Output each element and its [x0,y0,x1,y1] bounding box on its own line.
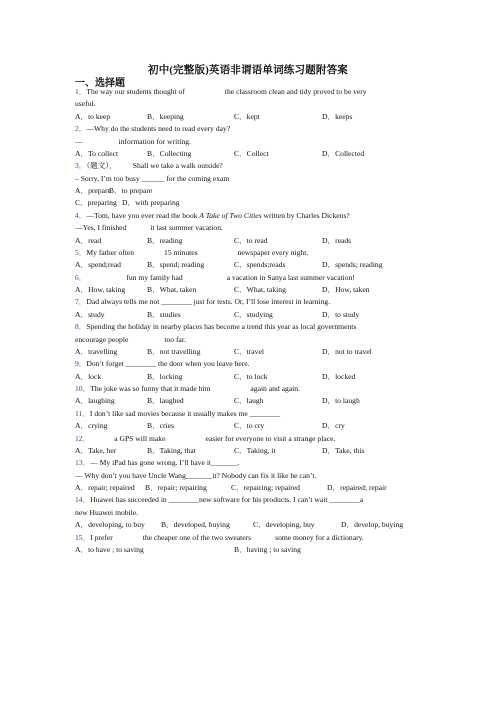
book-title: A Take of Two Cities [199,210,262,220]
question-15-stem: 15．I prefer the cheaper one of the two sweaters some money for a dictionary. [75,532,364,542]
question-7-options [75,309,425,321]
question-13-stem: 13．— My iPad has gone wrong. I’ll have it_______. [75,458,240,468]
option-d[interactable]: D．keeps [322,111,353,121]
option-a[interactable]: A．travelling [75,346,118,356]
option-a[interactable]: A．study [75,309,105,319]
option-c[interactable]: C．preparing [75,198,117,208]
option-d[interactable]: D．How, taken [322,285,370,294]
option-b[interactable]: B．not travelling [147,346,201,356]
option-b[interactable]: B．developed, buying [161,520,230,530]
option-b[interactable]: B．spend; reading [147,260,205,270]
option-c[interactable]: C．to lock [234,371,268,381]
question-1-stem: 1．The way our students thought of the classroom clean and tidy proved to be very [75,87,367,96]
option-a[interactable]: A．to keep [75,111,111,121]
question-11-stem: 11．I don’t like sad movies because it usually makes me ________ [75,408,280,418]
option-c[interactable]: C．Taking, it [234,445,276,455]
question-9-stem: 9．Don’t forget ________ the door when you leave here. [75,359,250,369]
question-1-options [75,111,425,123]
question-list [75,86,425,556]
option-d[interactable]: D．Take, this [322,445,365,455]
option-b[interactable]: B．repair; repairing [145,483,207,492]
option-a[interactable]: A．read [75,235,102,245]
question-11-options [75,420,425,432]
option-a[interactable]: A．laughing [75,396,115,406]
option-d[interactable]: D．locked [322,371,356,381]
question-3-stem-cont: – Sorry, I’m too busy ______ for the coming exam [75,173,230,183]
question-5-options [75,259,425,271]
option-b[interactable]: B．Taking, that [147,445,196,455]
option-b[interactable]: B．cries [147,421,174,431]
question-6-options [75,284,425,296]
option-a[interactable]: A．lock [75,371,102,381]
question-3-options-ab [75,185,425,197]
question-3-options-cd [75,197,425,209]
option-c[interactable]: C．developing, buy [253,520,315,530]
question-13-stem-cont: — Why don’t you have Uncle Wang_______it? Nobody can fix it like he can’t. [75,470,317,480]
question-6-stem: 6． fun my family had a vacation in Sanya last summer vacation! [75,272,355,282]
option-d[interactable]: D．repaired; repair [327,483,387,492]
option-c[interactable]: C．repairing; repaired [231,483,300,492]
option-d[interactable]: D．spends; reading [322,260,383,270]
option-b[interactable]: B．to prepare [109,186,153,195]
option-a[interactable]: A．How, taking [75,285,126,294]
option-d[interactable]: D．to study [322,309,360,319]
question-2-options [75,148,425,160]
question-2-stem: 2．—Why do the students need to read every day? [75,124,231,134]
question-13-options [75,482,425,494]
option-c[interactable]: C．spends;reads [234,260,286,270]
option-b[interactable]: B．studies [147,309,181,319]
option-b[interactable]: B．having ; to saving [234,544,301,554]
question-14-stem-cont: new Huawei mobile. [75,507,139,517]
option-d[interactable]: D．to laugh [322,396,360,406]
option-d[interactable]: D．develop, buying [341,520,404,530]
option-c[interactable]: C．to read [234,235,268,245]
option-a[interactable]: A．spend;read [75,260,121,270]
option-c[interactable]: C．to cry [234,421,265,431]
question-7-stem: 7．Dad always tells me not ________ just for tests. Or, I’ll lose interest in learning. [75,297,331,307]
option-d[interactable]: D．not to travel [322,346,372,356]
question-5-stem: 5．My father often 15 minutes newspaper every night. [75,247,309,257]
question-1-stem-cont: useful. [75,99,96,109]
option-a[interactable]: A．developing, to buy [75,520,145,530]
question-4-stem-cont: —Yes, I finished it last summer vacation. [75,223,223,233]
question-9-options [75,371,425,383]
option-a[interactable]: A．repair; repaired [75,483,135,492]
question-14-options [75,519,425,531]
question-12-options [75,445,425,457]
question-4-stem: 4．—Tom, have you ever read the book A Take of Two Cities written by Charles Dickens? [75,210,350,220]
question-8-options [75,346,425,358]
option-c[interactable]: C．kept [234,111,260,121]
option-c[interactable]: C．Collect [234,148,269,158]
option-a[interactable]: A．Take, her [75,445,117,455]
option-d[interactable]: D．reads [322,235,352,245]
question-10-options [75,395,425,407]
option-b[interactable]: B．laughed [147,396,184,406]
question-8-stem: 8．Spending the holiday in nearby places has become a trend this year as local governments [75,322,357,332]
question-3-stem: 3．（题文）． Shall we take a walk outside? [75,161,223,171]
question-8-stem-cont: encourage people too far. [75,334,186,344]
option-c[interactable]: C．studying [234,309,273,319]
option-b[interactable]: B．What, taken [147,285,197,294]
option-b[interactable]: B．reading [147,235,183,245]
option-a[interactable]: A．To collect [75,148,119,158]
option-d[interactable]: D．cry [322,421,345,431]
question-10-stem: 10．The joke was so funny that it made him again and again. [75,384,300,393]
option-c[interactable]: C．What, taking [234,285,286,294]
section-heading: 一、选择题 [75,78,125,89]
option-b[interactable]: B．locking [147,371,183,381]
option-c[interactable]: C．travel [234,346,264,356]
option-a[interactable]: A．prepare [75,186,111,195]
option-a[interactable]: A．to have ; to saving [75,544,144,554]
option-d[interactable]: D．with preparing [122,198,180,208]
option-b[interactable]: B．Collecting [147,148,192,158]
question-4-options [75,235,425,247]
question-2-stem-cont: — information for writing. [75,136,191,146]
option-b[interactable]: B．keeping [147,111,184,121]
page-title: 初中(完整版)英语非谓语单词练习题附答案 [148,65,348,76]
option-d[interactable]: D．Collected [322,148,365,158]
question-14-stem: 14．Huawei has succeeded in ________new software for his products. I can’t wait ________a [75,495,364,505]
option-a[interactable]: A．crying [75,421,108,431]
question-12-stem: 12． a GPS will make easier for everyone to visit a strange place. [75,433,336,443]
question-15-options [75,544,425,556]
option-c[interactable]: C．laugh [234,396,264,406]
